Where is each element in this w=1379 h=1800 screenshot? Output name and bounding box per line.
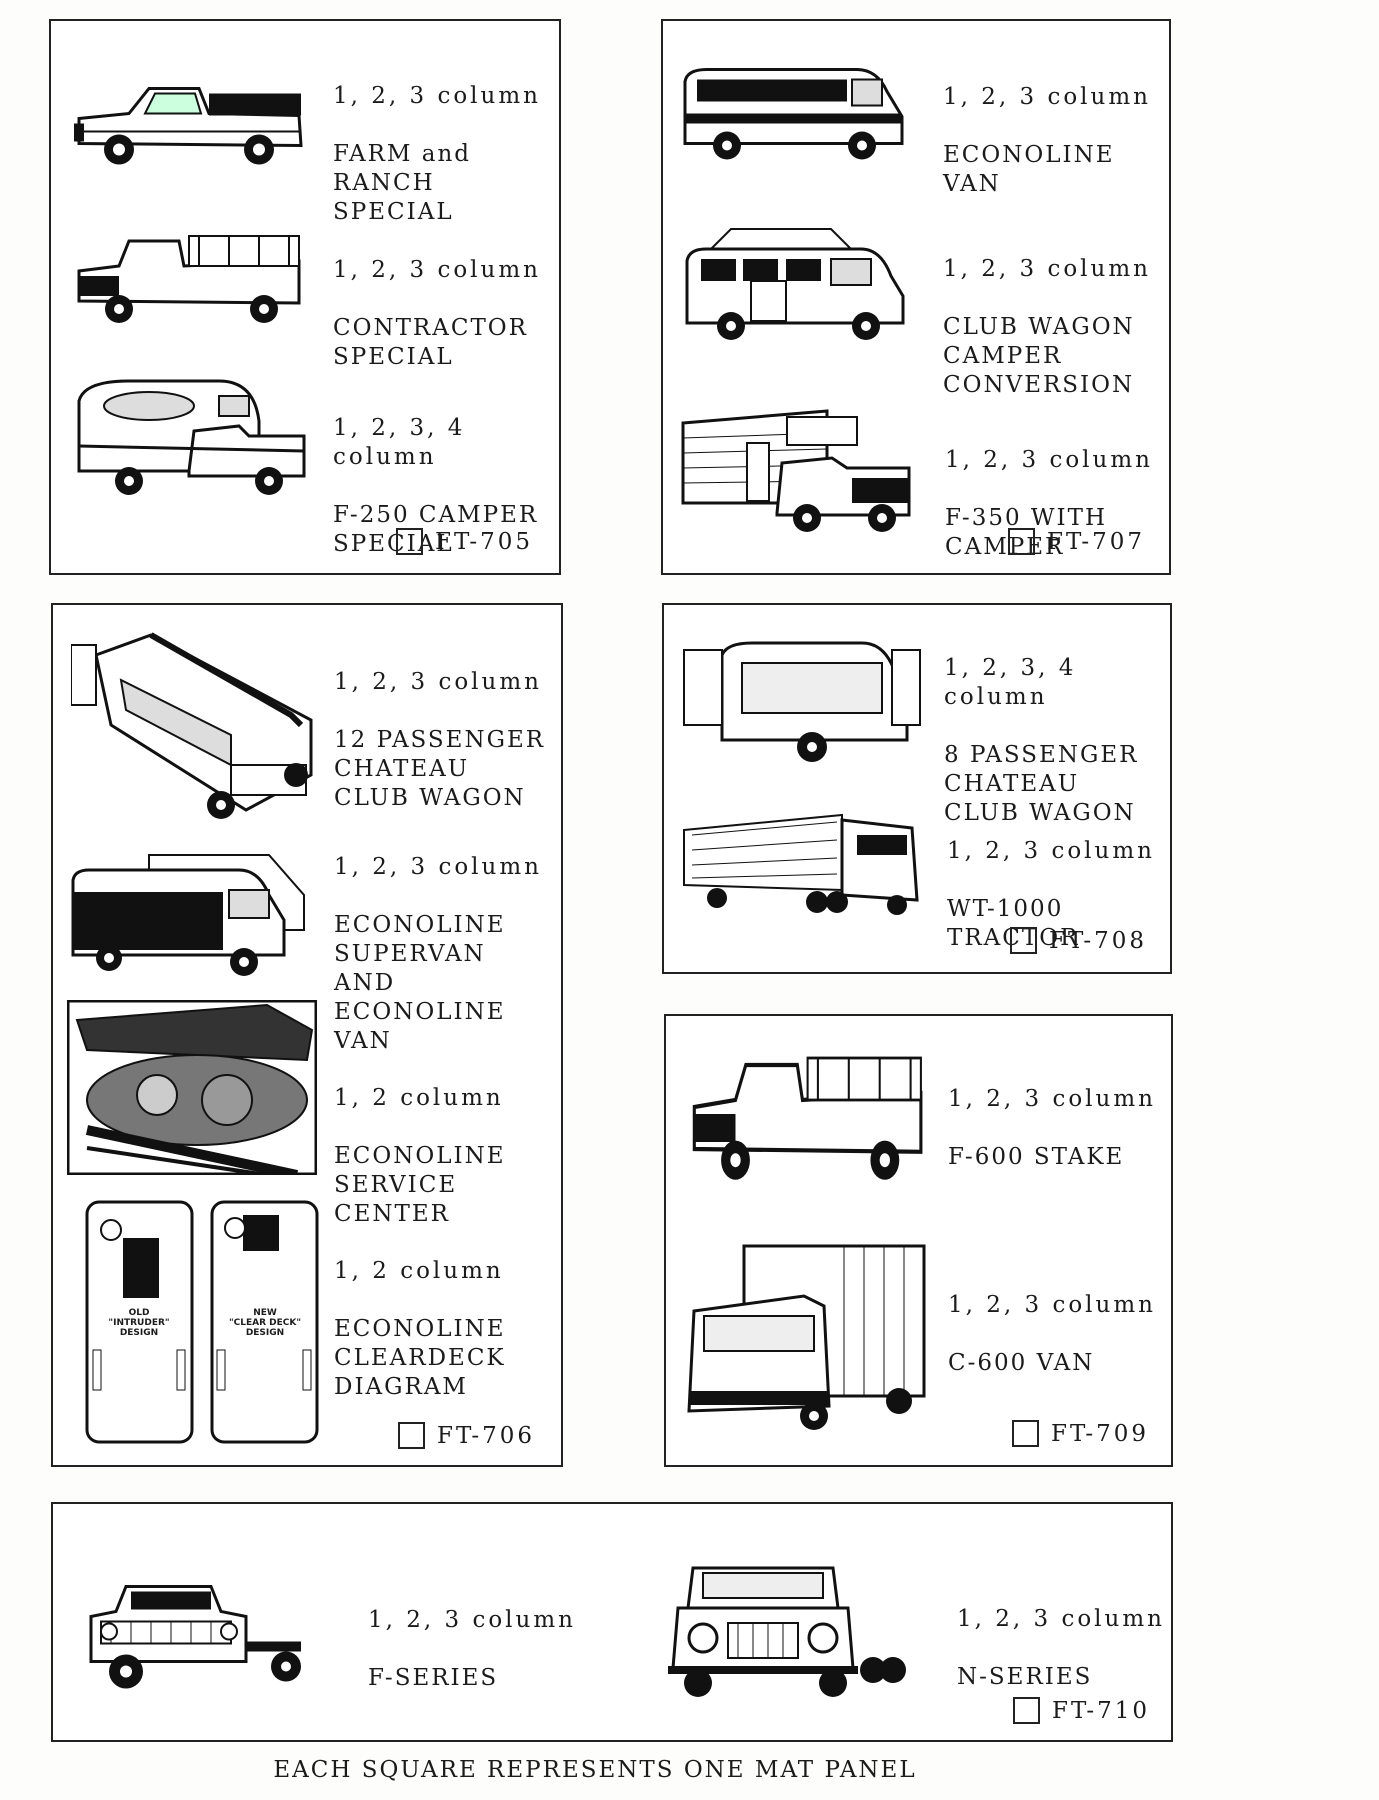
mat-panel-ft709 <box>664 1014 1173 1467</box>
vehicle-name: F-350 WITH CAMPER <box>945 505 1108 560</box>
c600-van-image <box>684 1241 929 1436</box>
mat-panel-ft706 <box>51 603 563 1467</box>
mat-panel-checkbox[interactable] <box>1012 1420 1039 1447</box>
column-options: 1, 2, 3 column <box>333 83 541 109</box>
panel-code <box>1012 1420 1149 1447</box>
8-passenger-club-wagon-image <box>682 635 922 770</box>
vehicle-name: WT-1000 TRACTOR <box>947 896 1080 951</box>
mat-panel-checkbox[interactable] <box>398 1422 425 1449</box>
column-options: 1, 2, 3 column <box>334 669 542 695</box>
f350-camper-image <box>677 403 917 538</box>
mat-panel-ft705 <box>49 19 561 575</box>
item-caption <box>947 808 1155 982</box>
mat-panel-checkbox[interactable] <box>396 528 423 555</box>
mat-panel-ft707 <box>661 19 1171 575</box>
service-center-engine-image <box>67 1000 317 1175</box>
mat-panel-ft710 <box>51 1502 1173 1742</box>
column-options: 1, 2, 3 column <box>334 854 542 880</box>
panel-code <box>1010 927 1147 954</box>
item-caption <box>368 1577 576 1722</box>
vehicle-name: 12 PASSENGER CHATEAU CLUB WAGON <box>334 727 546 811</box>
camper-conversion-van-image <box>681 221 916 346</box>
column-options: 1, 2, 3 column <box>943 256 1151 282</box>
chateau-club-wagon-image <box>71 625 316 825</box>
panel-code-label: FT-706 <box>437 1422 536 1449</box>
farm-ranch-truck-image <box>69 71 309 171</box>
cleardeck-diagram-image <box>85 1200 320 1445</box>
column-options: 1, 2, 3 column <box>948 1086 1156 1112</box>
panel-code <box>398 1422 535 1449</box>
new-design-label: NEW "CLEAR DECK" DESIGN <box>228 1308 302 1338</box>
vehicle-name: N-SERIES <box>957 1664 1093 1690</box>
panel-code-label: FT-709 <box>1051 1420 1150 1447</box>
vehicle-name: ECONOLINE VAN <box>943 142 1115 197</box>
vehicle-name: 8 PASSENGER CHATEAU CLUB WAGON <box>944 742 1139 826</box>
panel-code <box>1008 528 1145 555</box>
item-caption <box>948 1056 1156 1201</box>
old-design-label: OLD "INTRUDER" DESIGN <box>108 1308 170 1338</box>
panel-code-label: FT-708 <box>1049 927 1148 954</box>
item-caption <box>334 639 545 842</box>
item-caption <box>948 1262 1156 1407</box>
mat-panel-checkbox[interactable] <box>1010 927 1037 954</box>
mat-panel-checkbox[interactable] <box>1008 528 1035 555</box>
column-options: 1, 2, 3 column <box>943 84 1151 110</box>
vehicle-name: CONTRACTOR SPECIAL <box>333 315 528 370</box>
panel-code-label: FT-710 <box>1052 1697 1151 1724</box>
f-series-cab-image <box>71 1549 321 1724</box>
camper-truck-image <box>69 376 309 501</box>
vehicle-name: F-600 STAKE <box>948 1144 1125 1170</box>
item-caption <box>943 226 1151 429</box>
column-options: 1, 2, 3, 4 column <box>333 415 466 470</box>
supervan-image <box>69 850 314 980</box>
column-options: 1, 2 column <box>334 1085 504 1111</box>
vehicle-name: C-600 VAN <box>948 1350 1095 1376</box>
vehicle-name: ECONOLINE CLEARDECK DIAGRAM <box>334 1316 506 1400</box>
item-caption <box>333 53 541 256</box>
item-caption <box>943 54 1151 228</box>
item-caption <box>333 227 541 401</box>
n-series-cab-image <box>658 1532 908 1724</box>
vehicle-name: F-SERIES <box>368 1665 499 1691</box>
column-options: 1, 2 column <box>334 1258 504 1284</box>
wt1000-tractor-image <box>682 810 922 915</box>
vehicle-name: ECONOLINE SUPERVAN AND ECONOLINE VAN <box>334 912 506 1054</box>
item-caption <box>333 385 559 588</box>
column-options: 1, 2, 3 column <box>957 1606 1165 1632</box>
panel-code-label: FT-705 <box>435 528 534 555</box>
f600-stake-image <box>684 1051 929 1191</box>
contractor-truck-image <box>69 231 309 326</box>
column-options: 1, 2, 3, 4 column <box>944 655 1077 710</box>
mat-panel-ft708 <box>662 603 1172 974</box>
item-caption <box>334 1228 506 1431</box>
footer-note: EACH SQUARE REPRESENTS ONE MAT PANEL <box>273 1757 917 1783</box>
panel-code <box>396 528 533 555</box>
panel-code-label: FT-707 <box>1047 528 1146 555</box>
vehicle-name: FARM and RANCH SPECIAL <box>333 141 471 225</box>
item-caption <box>334 824 542 1085</box>
column-options: 1, 2, 3 column <box>948 1292 1156 1318</box>
column-options: 1, 2, 3 column <box>945 447 1153 473</box>
vehicle-name: CLUB WAGON CAMPER CONVERSION <box>943 314 1135 398</box>
column-options: 1, 2, 3 column <box>368 1607 576 1633</box>
column-options: 1, 2, 3 column <box>947 838 1155 864</box>
vehicle-name: ECONOLINE SERVICE CENTER <box>334 1143 506 1227</box>
econoline-van-image <box>677 59 917 164</box>
column-options: 1, 2, 3 column <box>333 257 541 283</box>
vehicle-name: F-250 CAMPER SPECIAL <box>333 502 539 557</box>
mat-panel-checkbox[interactable] <box>1013 1697 1040 1724</box>
item-caption <box>945 417 1153 591</box>
panel-code <box>1013 1697 1150 1724</box>
